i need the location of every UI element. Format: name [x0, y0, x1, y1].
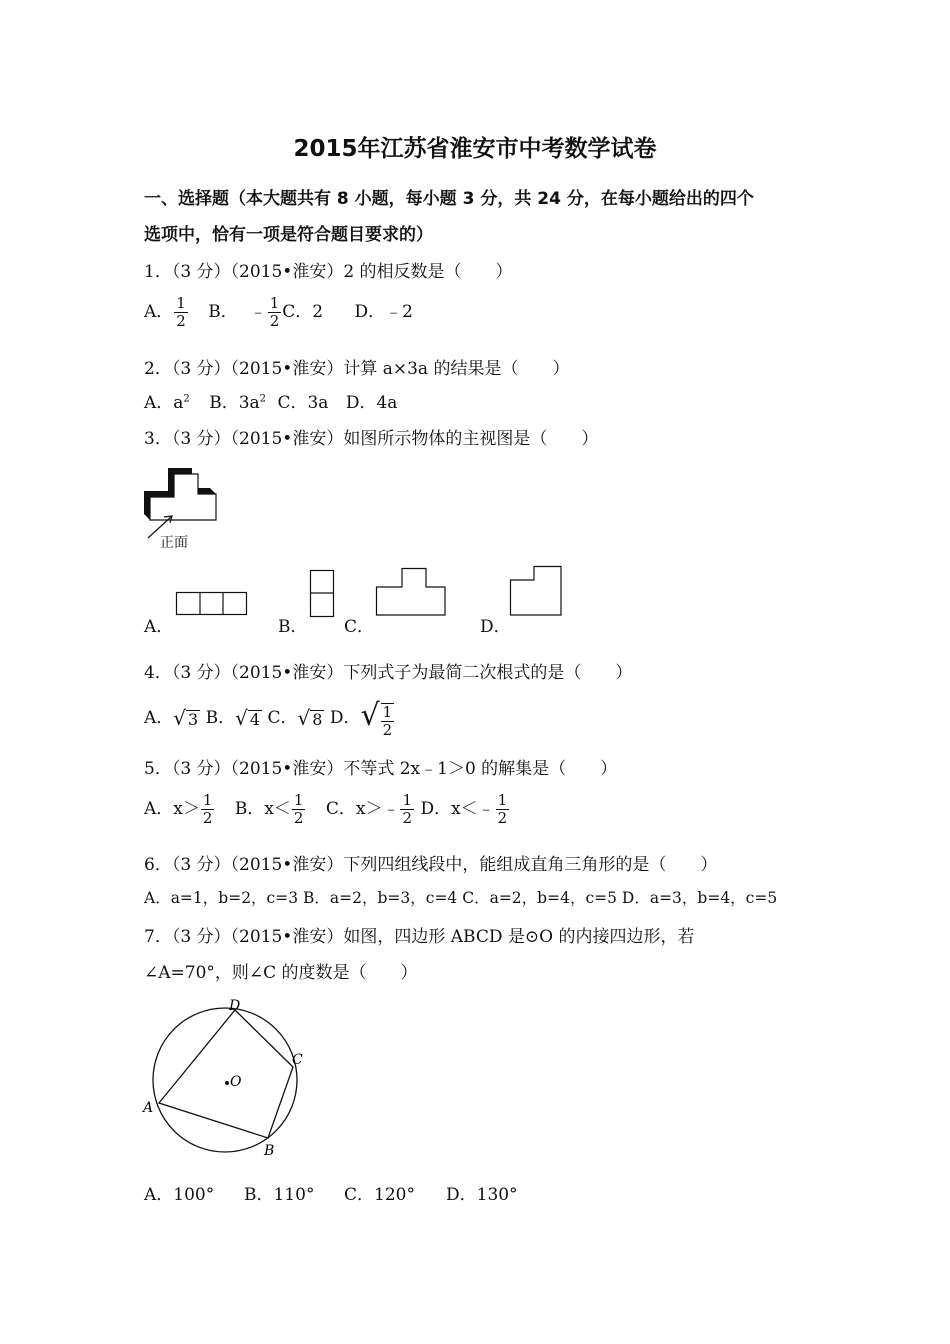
point-label-o: O: [230, 1074, 242, 1090]
circle-o: [153, 1008, 297, 1152]
q7-option-c: C．120°: [344, 1185, 415, 1205]
q5-option-d-fraction: $\frac{1}{2}$: [497, 791, 508, 827]
q1-option-b-sign: ﹣: [249, 302, 267, 322]
q2-option-c: C．3a: [277, 393, 329, 413]
q3-option-d-label: D．: [480, 617, 511, 637]
question-2-stem: 2．（3 分）（2015•淮安）计算 a×3a 的结果是（ ）: [144, 359, 570, 379]
q5-option-b-label: B．x＜: [234, 799, 291, 819]
q3-front-label: 正面: [160, 535, 188, 551]
q4-option-a-sqrt: √ 3: [173, 706, 199, 731]
q7-option-b: B．110°: [244, 1185, 315, 1205]
quadrilateral-abcd: [159, 1010, 293, 1138]
question-2-options: [144, 388, 397, 413]
page-title: 2015年江苏省淮安市中考数学试卷: [293, 136, 657, 162]
point-label-b: B: [264, 1143, 275, 1159]
question-4-options: [144, 698, 395, 739]
q3-option-a-label: A．: [144, 617, 174, 637]
q4-option-a-label: A．: [144, 707, 174, 728]
question-5-stem: 5．（3 分）（2015•淮安）不等式 2x﹣1＞0 的解集是（ ）: [144, 759, 618, 779]
q1-option-a-fraction: $\frac{1}{2}$: [176, 294, 186, 330]
q5-option-c-fraction: $\frac{1}{2}$: [402, 791, 413, 827]
question-7-stem-line1: 7．（3 分）（2015•淮安）如图，四边形 ABCD 是⊙O 的内接四边形，若: [144, 927, 695, 947]
q7-option-d: D．130°: [446, 1185, 518, 1205]
q5-option-c-label: C．x＞﹣: [325, 799, 400, 819]
question-1-stem: 1．（3 分）（2015•淮安）2 的相反数是（ ）: [144, 262, 513, 282]
section-heading-line2: 选项中，恰有一项是符合题目要求的）: [144, 225, 433, 245]
q3-solid-figure: [144, 464, 224, 524]
q1-option-b-label: B．: [208, 302, 238, 322]
q4-option-b-label: B．: [205, 707, 236, 728]
q3-option-b-label: B．: [278, 617, 308, 637]
q3-option-d-figure: [510, 566, 564, 618]
q4-option-d-sqrt: √ $\frac{1}{2}$: [360, 698, 393, 739]
point-label-a: A: [143, 1100, 154, 1116]
question-4-stem: 4．（3 分）（2015•淮安）下列式子为最简二次根式的是（ ）: [144, 663, 633, 683]
q2-option-b-exponent: 2: [259, 393, 267, 405]
question-5-options: [144, 792, 510, 827]
q4-option-c-label: C．: [267, 707, 298, 728]
q4-option-d-label: D．: [329, 707, 361, 728]
question-1-options: [144, 295, 413, 330]
q3-option-a-figure: [176, 592, 248, 616]
q3-option-b-figure: [310, 570, 336, 618]
q5-option-b-fraction: $\frac{1}{2}$: [293, 791, 304, 827]
q7-option-a: A．100°: [144, 1185, 215, 1205]
q4-option-c-sqrt: √ 8: [297, 706, 323, 731]
q5-option-d-label: D．x＜﹣: [420, 799, 495, 819]
q1-option-a-label: A．: [144, 302, 174, 322]
q1-option-d: D．﹣2: [354, 302, 413, 322]
q3-option-c-figure: [376, 568, 448, 618]
q1-option-c: C．2: [282, 302, 324, 322]
q2-option-d: D．4a: [345, 393, 398, 413]
q4-option-b-sqrt: √ 4: [235, 706, 261, 731]
q7-circle-figure: [140, 998, 310, 1163]
question-3-stem: 3．（3 分）（2015•淮安）如图所示物体的主视图是（ ）: [144, 429, 599, 449]
q3-option-c-label: C．: [344, 617, 375, 637]
question-7-stem-line2: ∠A=70°，则∠C 的度数是（ ）: [144, 963, 418, 983]
q2-option-a-exponent: 2: [183, 393, 190, 405]
q2-option-b: B．3a: [209, 393, 260, 413]
question-6-options: A．a=1，b=2，c=3 B．a=2，b=3，c=4 C．a=2，b=4，c=5 D．a=3，b=4，c=5: [144, 889, 778, 907]
q2-option-a: A．a: [144, 393, 184, 413]
q1-option-b-fraction: $\frac{1}{2}$: [269, 294, 280, 330]
question-6-stem: 6．（3 分）（2015•淮安）下列四组线段中，能组成直角三角形的是（ ）: [144, 855, 718, 875]
section-heading-line1: 一、选择题（本大题共有 8 小题，每小题 3 分，共 24 分，在每小题给出的四个: [144, 189, 754, 209]
q5-option-a-fraction: $\frac{1}{2}$: [202, 791, 213, 827]
center-point-o: [225, 1081, 229, 1085]
q5-option-a-label: A．x＞: [144, 799, 200, 819]
point-label-d: D: [229, 998, 241, 1014]
point-label-c: C: [292, 1052, 303, 1068]
